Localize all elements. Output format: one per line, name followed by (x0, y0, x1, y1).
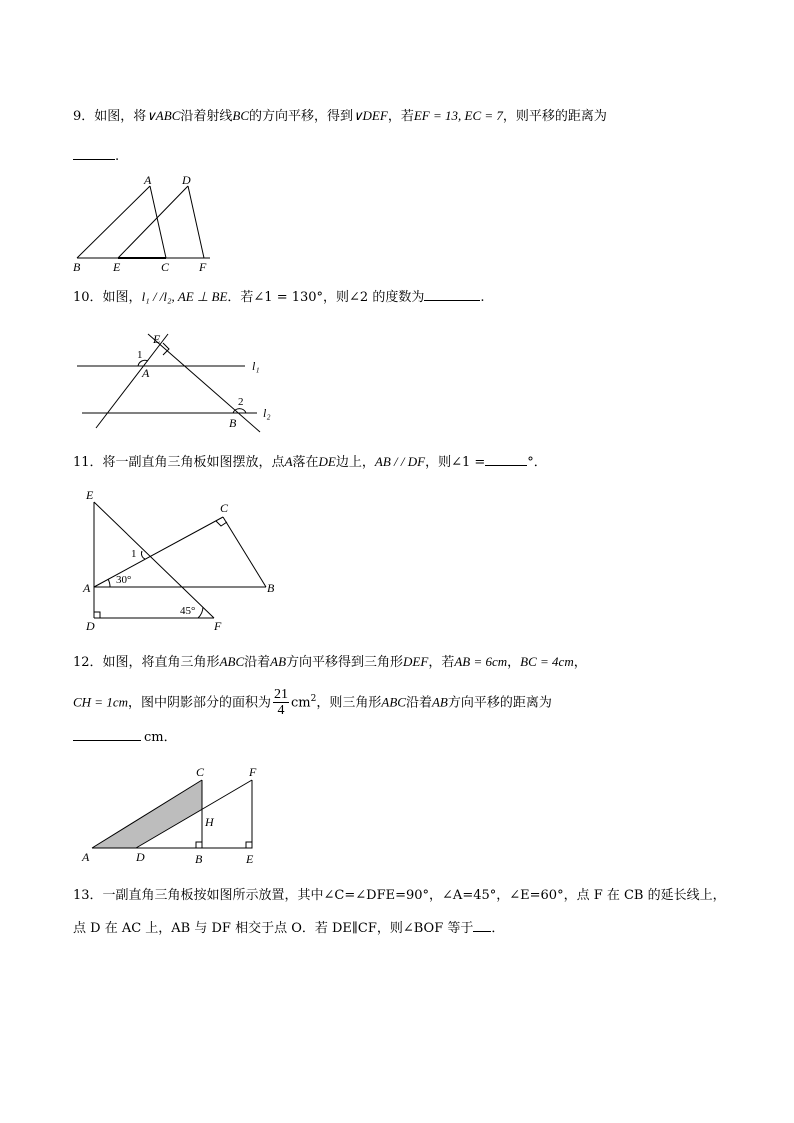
q11-label-45: 45° (180, 605, 196, 617)
q13-text-line2: 点 D 在 AC 上，AB 与 DF 相交于点 O．若 DE∥CF，则∠BOF 等于 ． (73, 918, 504, 938)
q12-answer-line: cm． (73, 727, 177, 747)
q11-label-e: E (86, 488, 94, 502)
q12-label-e: E (246, 852, 254, 866)
q11-label-30: 30° (116, 574, 132, 586)
q12-label-c: C (196, 765, 205, 779)
q11-label-b: B (267, 581, 275, 595)
q11-label-d: D (86, 619, 95, 633)
q9-text: 9．如图，将∨ABC沿着射线BC的方向平移，得到∨DEF，若EF = 13, EC = 7，则平移的距离为 (73, 108, 607, 124)
q10-text: 10．如图，l₁ / /l₂, AE ⊥ BE．若∠1 = 130°，则∠2 的度数为 . (73, 289, 485, 305)
q12-label-f: F (249, 765, 257, 779)
q10-label-b: B (229, 416, 237, 430)
q9-answer-line: . (73, 146, 119, 166)
q12-label-h: H (205, 815, 214, 829)
q9-label-e: E (113, 260, 121, 274)
q9-label-a: A (144, 173, 152, 187)
q11-label-a: A (83, 581, 91, 595)
q12-label-b: B (195, 852, 203, 866)
q11-label-f: F (214, 619, 222, 633)
q9-label-b: B (73, 260, 81, 274)
q12-text-line2: CH = 1cm，图中阴影部分的面积为 $\frac{21}{4}$ $cm^2$，则三角形ABC沿着AB方向平移的距离为 (73, 687, 552, 719)
q11-label-c: C (220, 501, 229, 515)
q9-label-f: F (199, 260, 207, 274)
q11-label-one: 1 (131, 548, 137, 560)
q13-text-line1: 13．一副直角三角板按如图所示放置，其中∠C=∠DFE=90°，∠A=45°，∠E=60°，点 F 在 CB 的延长线上， (73, 888, 726, 903)
q10-label-two: 2 (238, 396, 244, 408)
q11-text: 11．将一副直角三角板如图摆放，点A落在DE边上，AB / / DF，则∠1 = °． (73, 454, 547, 470)
q13-answer-blank[interactable] (473, 918, 491, 932)
q12-label-d: D (136, 850, 145, 864)
q10-label-a: A (142, 366, 150, 380)
q9-label-d: D (182, 173, 191, 187)
q12-text-line1: 12．如图，将直角三角形ABC沿着AB方向平移得到三角形DEF，若AB = 6cm，BC = 4cm， (73, 654, 587, 670)
q9-label-c: C (161, 260, 170, 274)
q10-label-e: E (153, 332, 161, 346)
q10-label-l2: l₂ (263, 406, 271, 420)
q12-fraction: $\frac{21}{4}$ (274, 687, 289, 719)
q12-label-a: A (82, 850, 90, 864)
q10-label-l1: l₁ (252, 359, 260, 373)
q10-label-one: 1 (137, 349, 143, 361)
